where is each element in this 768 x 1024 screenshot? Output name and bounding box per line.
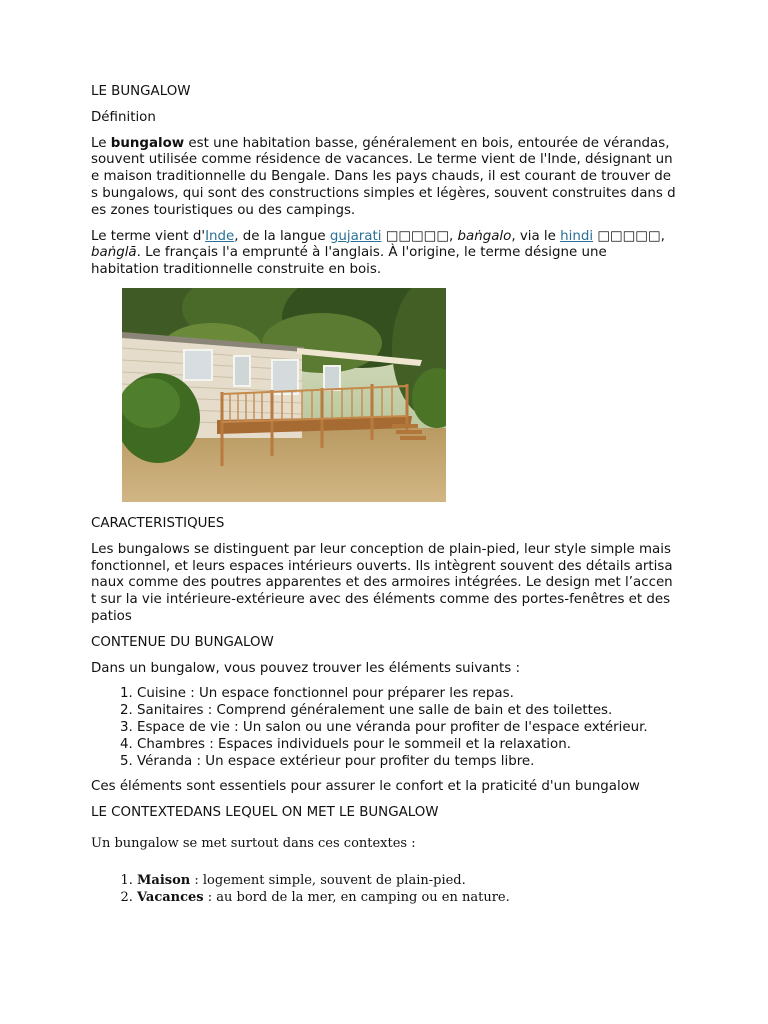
etymology-text-4: . Le français l'a emprunté à l'anglais. À l'origine, le terme désigne une habitation traditionnelle construite en bois. [91,245,607,278]
definition-lead: Le [91,135,111,151]
gujarati-word: baṅgalo [457,228,512,244]
caracteristiques-paragraph: Les bungalows se distinguent par leur conception de plain-pied, leur style simple mais fonctionnel, et leurs espaces intérieurs ouverts. Ils intègrent souvent des détails artisanaux comme des poutres apparentes et des armoires intégrées. Le design met l’accent sur la vie intérieure-extérieure avec des éléments comme des portes-fenêtres et des patios [91,541,673,624]
contenue-heading: CONTENUE DU BUNGALOW [91,634,274,650]
list-item: 5. Véranda : Un espace extérieur pour profiter du temps libre. [137,754,677,771]
list-item: 2. Sanitaires : Comprend généralement une salle de bain et des toilettes. [137,703,677,720]
document-title: LE BUNGALOW [91,84,191,99]
bungalow-illustration [122,288,446,502]
contexte-intro: Un bungalow se met surtout dans ces contextes : [91,835,416,851]
contexte-heading: LE CONTEXTEDANS LEQUEL ON MET LE BUNGALOW [91,805,439,821]
hindi-script: □□□□□, [593,228,665,244]
etymology-text-3: , via le [511,228,561,244]
contenue-intro: Dans un bungalow, vous pouvez trouver les éléments suivants : [91,660,520,676]
etymology-text-1: Le terme vient d' [91,228,206,244]
link-gujarati[interactable]: gujarati [329,228,382,244]
list-item [137,889,677,906]
contexte-list [91,872,677,906]
definition-text: est une habitation basse, généralement en bois, entourée de vérandas, souvent utilisée comme résidence de vacances. Le terme vient de l'Inde, désignant une maison traditionnelle du Bengale. Dans les pays chauds, il est courant de trouver des bungalows, qui sont des constructions simples et légères, souvent construites dans des zones touristiques ou des campings. [91,135,676,218]
list-item: 4. Chambres : Espaces individuels pour le sommeil et la relaxation. [137,737,677,754]
link-hindi[interactable]: hindi [560,228,594,244]
list-item [137,872,677,889]
contenue-list [91,686,677,770]
contenue-conclusion: Ces éléments sont essentiels pour assurer le confort et la praticité d'un bungalow [91,779,640,795]
contexte-term: Maison [137,872,191,888]
list-item: 3. Espace de vie : Un salon ou une véranda pour profiter de l'espace extérieur. [137,720,677,737]
definition-term: bungalow [110,135,185,151]
list-item: 1. Cuisine : Un espace fonctionnel pour préparer les repas. [137,686,677,703]
contexte-text: : logement simple, souvent de plain-pied. [190,872,466,888]
link-inde[interactable]: Inde [205,228,235,244]
definition-heading: Définition [91,109,156,125]
etymology-text-2: , de la langue [234,228,330,244]
caracteristiques-heading: CARACTERISTIQUES [91,515,225,531]
document-page [91,84,677,915]
contexte-term: Vacances [137,889,204,905]
bungalow-photo [122,288,446,502]
contexte-text: : au bord de la mer, en camping ou en nature. [203,889,510,905]
etymology-paragraph [91,229,677,279]
gujarati-script: □□□□□, [381,228,458,244]
hindi-word: baṅglā [91,245,137,261]
definition-paragraph [91,136,677,220]
